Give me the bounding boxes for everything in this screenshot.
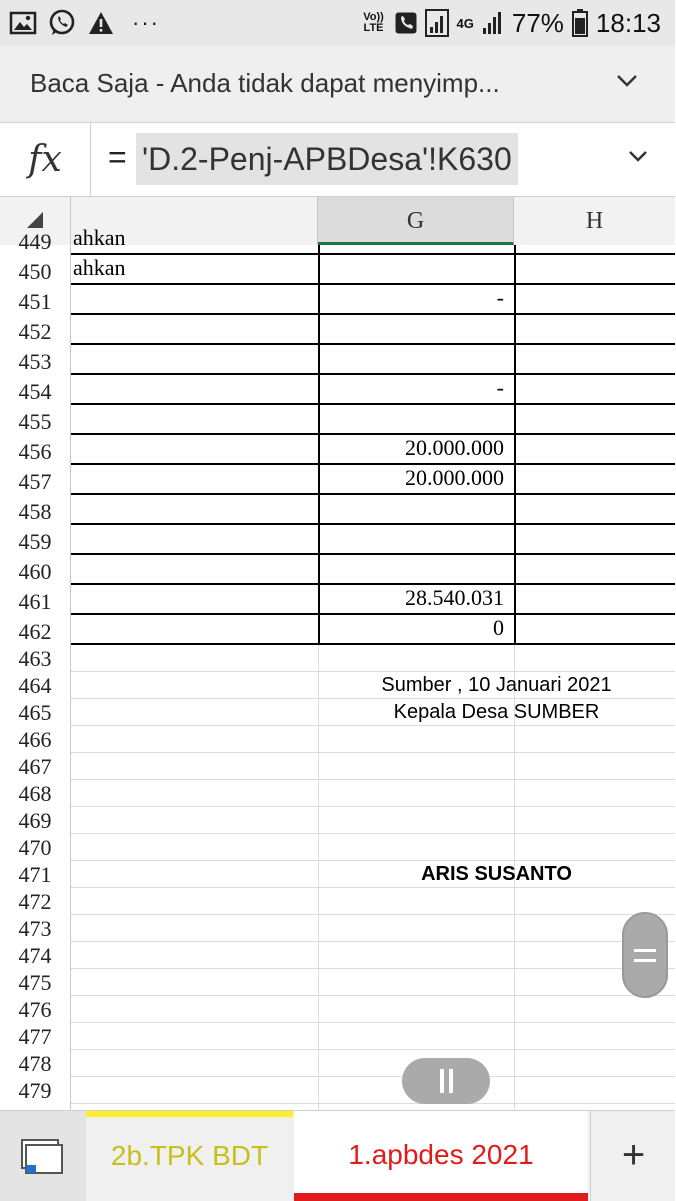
cell-g[interactable]: [318, 807, 514, 834]
cell-f[interactable]: [71, 807, 318, 834]
table-row: [0, 915, 675, 942]
row-number[interactable]: 465: [0, 699, 71, 726]
row-number[interactable]: 459: [0, 525, 71, 555]
table-row: [0, 435, 675, 465]
cell-value: 20.000.000: [405, 465, 504, 490]
row-number[interactable]: 454: [0, 375, 71, 405]
merged-cell-text: ARIS SUSANTO: [421, 863, 572, 885]
table-row: [0, 861, 675, 888]
fx-icon[interactable]: fx: [0, 123, 91, 196]
cell-h[interactable]: [514, 888, 675, 915]
cell-h[interactable]: [514, 996, 675, 1023]
cell-g[interactable]: [318, 255, 514, 285]
cell-f[interactable]: [71, 942, 318, 969]
read-only-message: Baca Saja - Anda tidak dapat menyimp...: [30, 68, 500, 98]
cell-text: ahkan: [73, 255, 126, 280]
cell-g[interactable]: [318, 834, 514, 861]
row-number[interactable]: 467: [0, 753, 71, 780]
table-row: [0, 315, 675, 345]
cell-h[interactable]: [514, 285, 675, 315]
formula-input[interactable]: 'D.2-Penj-APBDesa'!K630: [136, 133, 518, 185]
table-row: [0, 1077, 675, 1104]
row-number[interactable]: 450: [0, 255, 71, 285]
read-only-title-bar[interactable]: [0, 46, 675, 123]
chevron-down-icon[interactable]: [627, 149, 649, 170]
cell-g[interactable]: [318, 888, 514, 915]
cell-g[interactable]: [318, 726, 514, 753]
table-row: [0, 465, 675, 495]
sheet-tab-tpk-bdt[interactable]: 2b.TPK BDT: [86, 1111, 293, 1201]
row-number[interactable]: 458: [0, 495, 71, 525]
cell-f[interactable]: [71, 780, 318, 807]
cell-g[interactable]: [318, 465, 514, 495]
cell-f[interactable]: [71, 255, 318, 285]
battery-icon: [572, 9, 588, 37]
cell-g[interactable]: [318, 245, 514, 255]
cell-h[interactable]: [514, 615, 675, 645]
volte-icon: Vo)) LTE: [363, 11, 384, 34]
clock: 18:13: [595, 7, 661, 38]
table-row: [0, 1050, 675, 1077]
table-row: [0, 1023, 675, 1050]
gallery-icon: [10, 11, 36, 35]
table-row: [0, 726, 675, 753]
table-row: [0, 699, 675, 726]
cell-text: ahkan: [73, 225, 126, 250]
cell-h[interactable]: [514, 345, 675, 375]
cell-f[interactable]: [71, 672, 318, 699]
cell-h[interactable]: [514, 245, 675, 255]
row-number[interactable]: [0, 245, 71, 255]
table-row: [0, 495, 675, 525]
table-row: [0, 996, 675, 1023]
cell-g[interactable]: [318, 615, 514, 645]
table-row: [0, 585, 675, 615]
cell-f[interactable]: [71, 315, 318, 345]
more-notifications-icon: ···: [132, 10, 160, 35]
cell-h[interactable]: [514, 726, 675, 753]
table-row: [0, 225, 675, 255]
cell-g[interactable]: [318, 585, 514, 615]
warning-icon: [88, 11, 114, 35]
cell-f[interactable]: [71, 285, 318, 315]
table-row: [0, 942, 675, 969]
cell-g[interactable]: [318, 345, 514, 375]
cell-f[interactable]: [71, 996, 318, 1023]
network-type-icon: 4G: [456, 15, 474, 31]
merged-cell-text: Sumber , 10 Januari 2021: [381, 674, 612, 696]
vertical-scroll-handle[interactable]: [622, 912, 668, 998]
sheets-icon: [20, 1137, 64, 1177]
cell-g[interactable]: [318, 315, 514, 345]
row-number[interactable]: 469: [0, 807, 71, 834]
horizontal-scroll-handle[interactable]: [402, 1058, 490, 1104]
table-row: [0, 615, 675, 645]
status-bar: [0, 0, 675, 46]
cell-g[interactable]: [318, 555, 514, 585]
sheet-tab-apbdes-2021[interactable]: 1.apbdes 2021: [294, 1111, 588, 1201]
row-number[interactable]: 471: [0, 861, 71, 888]
row-number[interactable]: 463: [0, 645, 71, 672]
row-number[interactable]: 475: [0, 969, 71, 996]
table-row: [0, 834, 675, 861]
row-number[interactable]: 479: [0, 1077, 71, 1104]
add-sheet-button[interactable]: +: [590, 1111, 676, 1201]
row-number[interactable]: 461: [0, 585, 71, 615]
cell-g[interactable]: [318, 405, 514, 435]
table-row: [0, 807, 675, 834]
table-row: [0, 969, 675, 996]
cell-f[interactable]: [71, 555, 318, 585]
cell-h[interactable]: [514, 807, 675, 834]
table-row: [0, 525, 675, 555]
table-row: [0, 888, 675, 915]
row-number[interactable]: 470: [0, 834, 71, 861]
row-number[interactable]: 460: [0, 555, 71, 585]
cell-value: 28.540.031: [405, 585, 504, 610]
cell-f[interactable]: [71, 375, 318, 405]
cell-h[interactable]: [514, 1077, 675, 1104]
cell-g[interactable]: [318, 915, 514, 942]
table-row: [0, 285, 675, 315]
cell-g[interactable]: [318, 375, 514, 405]
cell-f[interactable]: [71, 1050, 318, 1077]
row-number[interactable]: 477: [0, 1023, 71, 1050]
cell-f[interactable]: [71, 699, 318, 726]
cell-g[interactable]: [318, 969, 514, 996]
table-row: [0, 345, 675, 375]
row-number[interactable]: 466: [0, 726, 71, 753]
table-row: [0, 255, 675, 285]
cell-h[interactable]: [514, 780, 675, 807]
phone-call-icon: [395, 12, 417, 34]
cell-h[interactable]: [514, 753, 675, 780]
cell-f[interactable]: [71, 585, 318, 615]
cell-f[interactable]: [71, 753, 318, 780]
cell-h[interactable]: [514, 525, 675, 555]
merged-cell-text: Kepala Desa SUMBER: [393, 701, 600, 723]
cell-h[interactable]: [514, 405, 675, 435]
row-number[interactable]: 453: [0, 345, 71, 375]
cell-f[interactable]: [71, 861, 318, 888]
row-number[interactable]: 476: [0, 996, 71, 1023]
cell-f[interactable]: [71, 645, 318, 672]
cell-f[interactable]: [71, 615, 318, 645]
cell-f[interactable]: [71, 1077, 318, 1104]
cell-h[interactable]: [514, 555, 675, 585]
cell-h[interactable]: [514, 1050, 675, 1077]
cell-f[interactable]: [71, 888, 318, 915]
sheet-tab-bar: [0, 1110, 675, 1201]
formula-equals: =: [108, 139, 127, 175]
row-number[interactable]: 462: [0, 615, 71, 645]
cell-g[interactable]: [318, 525, 514, 555]
sheet-list-button[interactable]: [0, 1111, 86, 1201]
cell-g[interactable]: [318, 645, 514, 672]
cell-f[interactable]: [71, 495, 318, 525]
cell-g[interactable]: [318, 942, 514, 969]
cell-f[interactable]: [71, 435, 318, 465]
chevron-down-icon[interactable]: [615, 72, 639, 95]
cell-g[interactable]: [318, 996, 514, 1023]
table-row: [0, 375, 675, 405]
table-row: [0, 780, 675, 807]
cell-f[interactable]: [71, 726, 318, 753]
cell-h[interactable]: [514, 585, 675, 615]
whatsapp-icon: [48, 9, 76, 37]
row-number[interactable]: 451: [0, 285, 71, 315]
row-number[interactable]: 478: [0, 1050, 71, 1077]
select-all-triangle-icon: [26, 211, 44, 229]
cell-signal-icon: [482, 11, 504, 35]
cell-h[interactable]: [514, 645, 675, 672]
cell-value: 0: [493, 615, 504, 640]
row-number[interactable]: 474: [0, 942, 71, 969]
cell-h[interactable]: [514, 375, 675, 405]
cell-h[interactable]: [514, 1023, 675, 1050]
cell-h[interactable]: [514, 495, 675, 525]
cell-h[interactable]: [514, 435, 675, 465]
table-row: [0, 405, 675, 435]
row-number[interactable]: 455: [0, 405, 71, 435]
cell-value: -: [496, 375, 504, 400]
cell-g[interactable]: [318, 780, 514, 807]
cell-g[interactable]: [318, 435, 514, 465]
cell-g[interactable]: [318, 285, 514, 315]
cell-g[interactable]: [318, 1023, 514, 1050]
row-number[interactable]: 468: [0, 780, 71, 807]
cell-h[interactable]: [514, 834, 675, 861]
table-row: [0, 753, 675, 780]
signal-box-icon: [425, 9, 449, 37]
cell-value: -: [496, 285, 504, 310]
battery-percentage: 77%: [511, 7, 564, 38]
cell-h[interactable]: [514, 465, 675, 495]
cell-f[interactable]: [71, 465, 318, 495]
cell-g[interactable]: [318, 753, 514, 780]
column-header-g[interactable]: G: [318, 197, 514, 245]
cell-f[interactable]: [71, 1023, 318, 1050]
row-number[interactable]: 464: [0, 672, 71, 699]
row-number[interactable]: 456: [0, 435, 71, 465]
cell-f[interactable]: [71, 345, 318, 375]
spreadsheet-grid[interactable]: [0, 225, 675, 1110]
cell-value: 20.000.000: [405, 435, 504, 460]
table-row: [0, 645, 675, 672]
cell-h[interactable]: [514, 315, 675, 345]
row-number[interactable]: 472: [0, 888, 71, 915]
cell-f[interactable]: [71, 405, 318, 435]
formula-bar[interactable]: [0, 123, 675, 197]
row-number[interactable]: 457: [0, 465, 71, 495]
column-header-h[interactable]: H: [585, 208, 604, 234]
cell-g[interactable]: [318, 495, 514, 525]
table-row: [0, 672, 675, 699]
cell-f[interactable]: [71, 969, 318, 996]
row-number[interactable]: 473: [0, 915, 71, 942]
cell-f[interactable]: [71, 915, 318, 942]
cell-f[interactable]: [71, 834, 318, 861]
cell-f[interactable]: [71, 525, 318, 555]
cell-f[interactable]: [71, 225, 318, 255]
row-number[interactable]: 452: [0, 315, 71, 345]
cell-h[interactable]: [514, 255, 675, 285]
table-row: [0, 555, 675, 585]
